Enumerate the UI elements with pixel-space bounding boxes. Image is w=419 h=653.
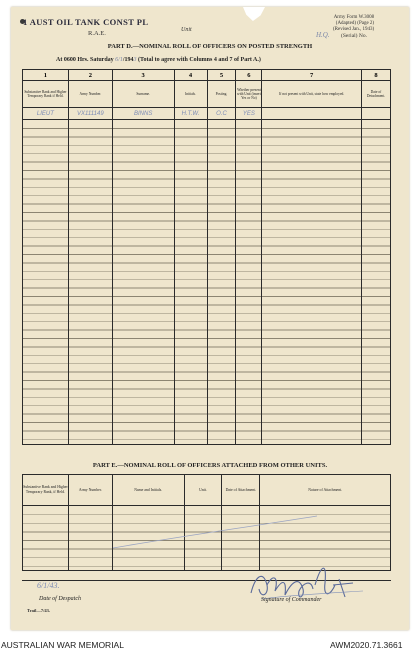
blank-ruled-rows xyxy=(23,120,391,445)
date-of-despatch-label: Date of Despatch xyxy=(39,596,81,602)
column-number: 2 xyxy=(68,70,112,81)
column-number: 7 xyxy=(262,70,362,81)
column-number: 4 xyxy=(174,70,207,81)
footer-institution: AUSTRALIAN WAR MEMORIAL xyxy=(1,640,124,650)
column-header: If not present with Unit, state how employed. xyxy=(262,81,362,108)
army-form-line: (Revised Jan., 1943) xyxy=(333,27,375,32)
column-header: Army Number. xyxy=(68,81,112,108)
serial-handwritten: H.Q. xyxy=(316,31,330,39)
surname-cell: BINNS xyxy=(112,108,174,120)
present-cell: YES xyxy=(236,108,262,120)
posting-cell: O.C xyxy=(207,108,236,120)
column-header: Substantive Rank and Higher Temporary Rank, if Held. xyxy=(23,475,69,506)
initials-cell: H.T.W. xyxy=(174,108,207,120)
part-d-table xyxy=(22,69,391,445)
column-number: 1 xyxy=(23,70,69,81)
column-number: 3 xyxy=(112,70,174,81)
roll-year-prefix: /194 xyxy=(122,57,134,63)
signature-of-commander-label: Signature of Commander xyxy=(261,597,322,603)
detachment-date-cell xyxy=(361,108,390,120)
print-code: Trail—7/43. xyxy=(27,608,51,613)
column-header: Substantive Rank and Higher Temporary Rank if Held. xyxy=(23,81,69,108)
footer-accession-number: AWM2020.71.3661 xyxy=(330,640,403,650)
unit-name: 1 AUST OIL TANK CONST PL xyxy=(23,17,149,27)
employment-cell xyxy=(262,108,362,120)
cancel-stroke xyxy=(111,512,321,552)
column-header: Unit. xyxy=(184,475,222,506)
army-form-line: Army Form W.3008 xyxy=(333,15,375,20)
army-form-line: (Adapted) (Page 2) xyxy=(335,21,375,26)
form-sheet xyxy=(11,7,409,630)
serial-label: (Serial) No. xyxy=(341,33,367,39)
part-d-title: PART D.—NOMINAL ROLL OF OFFICERS ON POSTED STRENGTH xyxy=(107,43,313,50)
roll-year-handwritten: 3 xyxy=(133,57,137,63)
roll-date-suffix: (Total to agree with Columns 4 and 7 of Part A.) xyxy=(138,57,261,63)
part-e-title: PART E.—NOMINAL ROLL OF OFFICERS ATTACHED FROM OTHER UNITS. xyxy=(92,462,328,469)
army-number-cell: VX111149 xyxy=(68,108,112,120)
column-header: Nature of Attachment. xyxy=(260,475,391,506)
column-header: Date of Detachment. xyxy=(361,81,390,108)
column-header: Initials. xyxy=(174,81,207,108)
army-form-reference xyxy=(333,15,374,33)
column-header: Posting. xyxy=(207,81,236,108)
torn-corner xyxy=(243,7,265,21)
column-number: 5 xyxy=(207,70,236,81)
roll-date-prefix: At 0600 Hrs. Saturday xyxy=(56,57,114,63)
column-header: Surname. xyxy=(112,81,174,108)
corps-label: R.A.E. xyxy=(88,30,106,37)
unit-label: Unit xyxy=(181,27,192,33)
roll-date-handwritten: 6/1 xyxy=(115,57,123,63)
column-header: Date of Attachment. xyxy=(222,475,260,506)
column-header: Name and Initials. xyxy=(112,475,184,506)
column-number: 6 xyxy=(236,70,262,81)
column-header: Army Number. xyxy=(68,475,112,506)
roll-date-line xyxy=(56,57,261,63)
column-header: Whether present with Unit (insert Yes or No) xyxy=(236,81,262,108)
rank-cell: LIEUT xyxy=(23,108,69,120)
table-row xyxy=(23,108,391,120)
column-number: 8 xyxy=(361,70,390,81)
despatch-date-handwritten: 6/1/43. xyxy=(37,581,60,590)
